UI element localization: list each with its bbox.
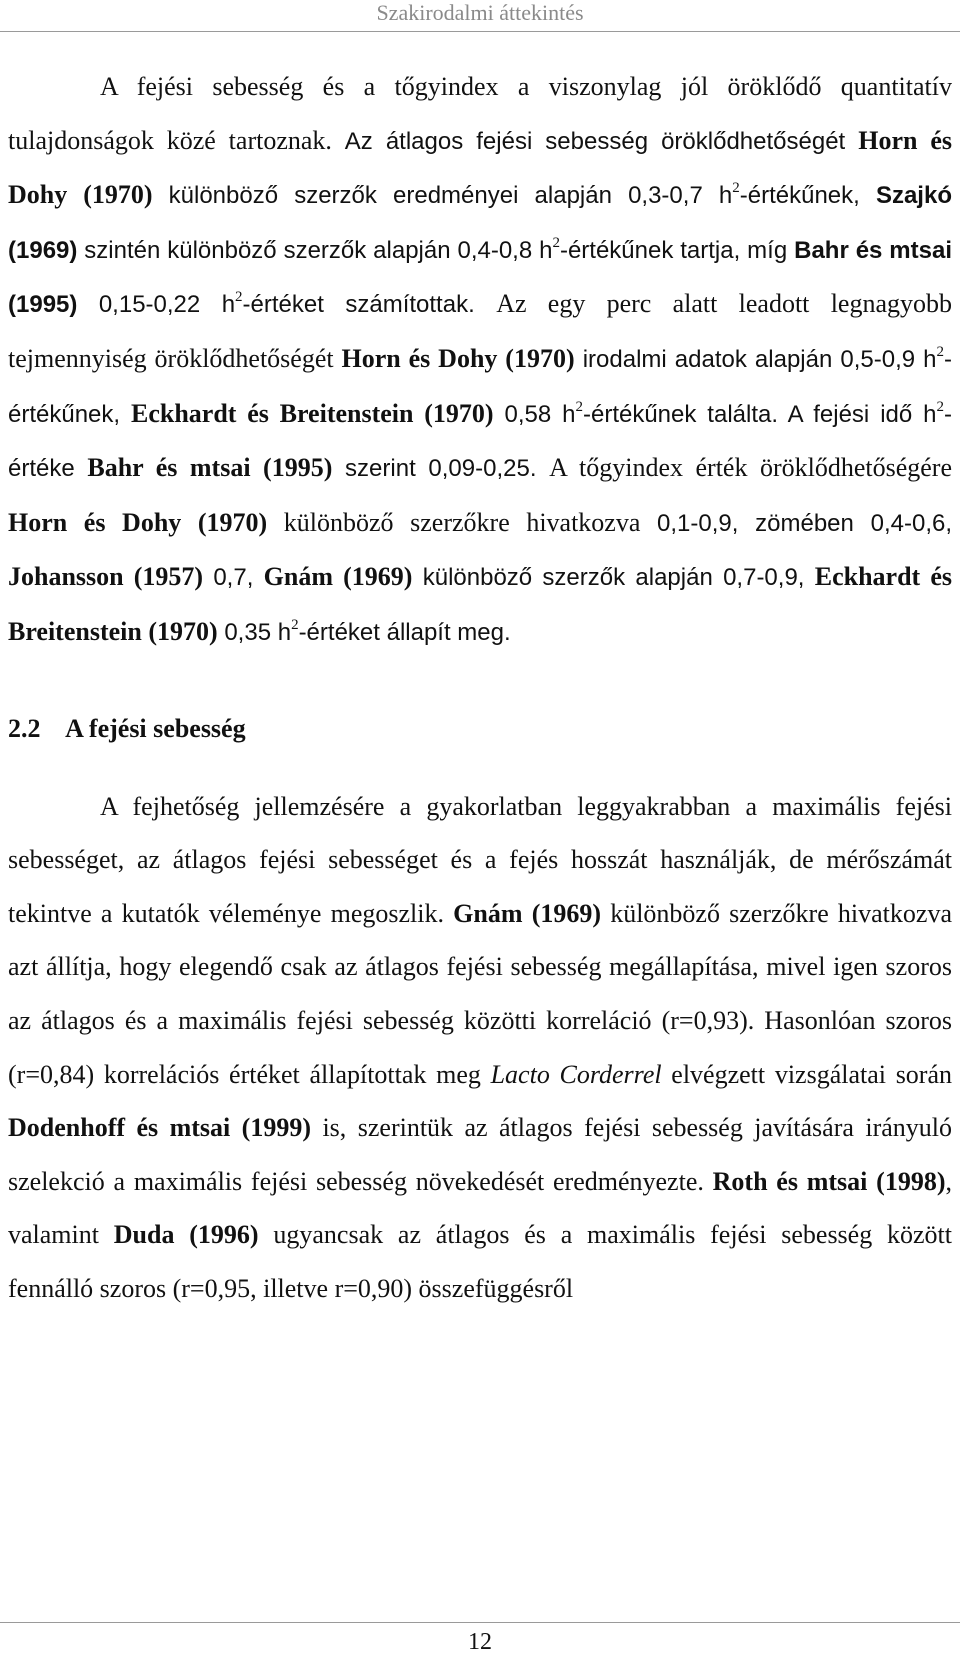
citation: Horn és Dohy (1970) <box>341 343 575 373</box>
citation: Eckhardt és Breitenstein (1970) <box>131 398 494 428</box>
text-run: -értéke <box>8 400 952 483</box>
superscript: 2 <box>936 398 944 415</box>
citation: Dodenhoff és mtsai (1999) <box>8 1113 311 1143</box>
text-run: 0,1-0,9, zömében 0,4-0,6, <box>656 509 952 537</box>
section-number: 2.2 <box>8 713 41 743</box>
citation: Gnám (1969) <box>263 562 413 592</box>
text-run: -értéket számítottak. <box>242 291 497 319</box>
text-run: -értékűnek tartja, míg <box>559 236 795 264</box>
text-run: A tőgyindex érték öröklődhetőségére <box>549 453 953 483</box>
superscript: 2 <box>936 343 945 360</box>
text-run: szintén különböző szerzők alapján 0,4-0,8 h <box>77 236 553 264</box>
citation: Bahr és mtsai (1995) <box>8 236 952 319</box>
citation: Horn és Dohy (1970) <box>8 125 952 210</box>
text-run: különböző szerzők eredményei alapján 0,3-0,7 h <box>152 182 733 210</box>
superscript: 2 <box>235 289 243 306</box>
text-run: különböző szerzők alapján <box>412 564 724 592</box>
text-run: 0,35 h <box>217 618 292 646</box>
superscript: 2 <box>732 180 740 197</box>
text-run: Az átlagos fejési sebesség öröklődhetőségét <box>344 127 859 155</box>
text-run: 0,15-0,22 h <box>77 291 236 319</box>
section-title: A fejési sebesség <box>65 713 246 743</box>
text-run: A fejhetőség jellemzésére a gyakorlatban leggyakrabban a maximális fejési sebességet, az átlagos fejési sebességet és a fejés hosszát használják, de mérőszámát tekintve a kutatók véleménye megoszlik. <box>8 791 952 928</box>
text-run: elvégzett vizsgálatai során <box>661 1059 953 1089</box>
superscript: 2 <box>291 616 299 633</box>
citation: Roth és mtsai (1998) <box>712 1166 946 1196</box>
superscript: 2 <box>552 234 560 251</box>
text-run: -értékűnek találta. A fejési idő h <box>582 400 937 428</box>
section-heading <box>8 704 952 754</box>
text-run: szerint 0,09-0,25. <box>332 455 550 483</box>
text-run: -értékűnek, <box>8 345 953 428</box>
text-run: 0,7-0,9, <box>723 564 815 592</box>
citation: Gnám (1969) <box>453 898 602 928</box>
document-body <box>8 60 952 1315</box>
citation: Eckhardt és Breitenstein (1970) <box>8 562 952 646</box>
citation: Horn és Dohy (1970) <box>8 507 268 537</box>
text-run: Az egy perc alatt leadott legnagyobb tejmennyiség öröklődhetőségét <box>8 289 952 373</box>
text-run: -értékűnek, <box>739 182 876 210</box>
text-run: 0,7, <box>203 564 264 592</box>
text-run: különböző szerzőkre hivatkozva azt állítja, hogy elegendő csak az átlagos fejési sebesség megállapítása, mivel igen szoros az átlagos és a maximális fejési sebesség közötti korreláció (r=0,93). Hasonlóan szoros (r=0,84) korrelációs értéket állapítottak meg <box>8 898 952 1089</box>
text-run: A fejési sebesség és a tőgyindex a viszonylag jól öröklődő quantitatív tulajdonságok közé tartoznak. <box>8 72 952 155</box>
page-number: 12 <box>468 1629 492 1655</box>
citation: Duda (1996) <box>113 1220 259 1250</box>
citation: Szajkó (1969) <box>8 182 952 264</box>
text-run: is, szerintük az átlagos fejési sebesség javítására irányuló szelekció a maximális fejési sebesség növekedését eredményezte. <box>8 1113 952 1196</box>
text-run: ugyancsak az átlagos és a maximális fejési sebesség között fennálló szoros (r=0,95, illetve r=0,90) összefüggésről <box>8 1220 952 1303</box>
running-header: Szakirodalmi áttekintés <box>376 0 584 25</box>
footer-rule <box>0 1622 960 1623</box>
text-run: irodalmi adatok alapján 0,5-0,9 h <box>574 345 937 373</box>
superscript: 2 <box>575 398 583 415</box>
paragraph-heritability <box>8 60 952 660</box>
citation: Bahr és mtsai (1995) <box>87 453 333 483</box>
text-run: -értéket állapít meg. <box>298 618 511 646</box>
paragraph-milking-speed <box>8 780 952 1316</box>
header-rule <box>0 31 960 32</box>
citation: Johansson (1957) <box>8 562 204 592</box>
text-run: 0,58 h <box>493 400 576 428</box>
text-run: , valamint <box>8 1166 952 1250</box>
italic-text: Lacto Corderrel <box>490 1059 662 1089</box>
text-run: különböző szerzőkre hivatkozva <box>267 507 657 537</box>
